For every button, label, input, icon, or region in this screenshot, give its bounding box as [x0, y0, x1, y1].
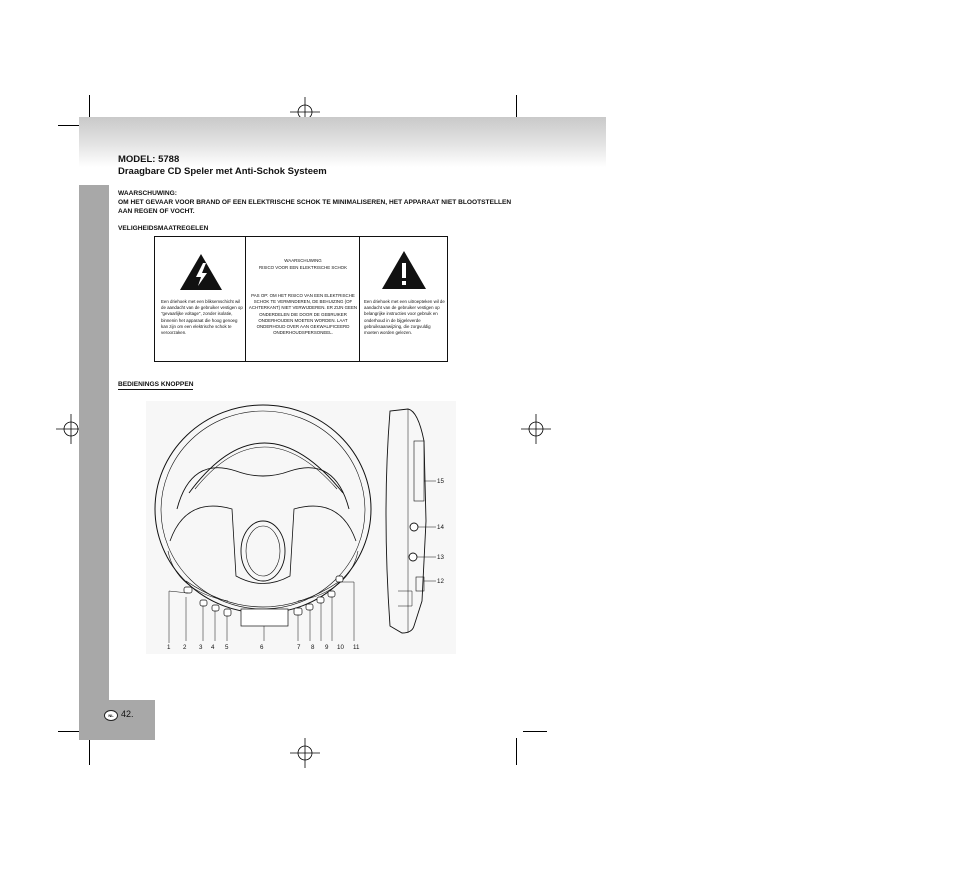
- product-subtitle: Draagbare CD Speler met Anti-Schok Systeem: [118, 166, 327, 177]
- lcd-display: [241, 609, 288, 626]
- callout-label: 4: [211, 644, 215, 651]
- button-open: [336, 576, 343, 582]
- crop-mark: [89, 738, 90, 765]
- crop-mark: [523, 731, 547, 732]
- button-esp: [328, 591, 335, 597]
- crop-mark: [58, 731, 80, 732]
- button-program: [294, 608, 302, 615]
- safety-heading: VELIGHEIDSMAATREGELEN: [118, 225, 209, 232]
- callout-label: 10: [337, 644, 344, 651]
- safety-cell-lightning: [155, 237, 246, 361]
- button-prev: [212, 605, 219, 611]
- callout-label: 13: [437, 554, 444, 561]
- footer-block: [79, 700, 155, 740]
- model-title: MODEL: 5788: [118, 154, 180, 165]
- side-strip: [79, 185, 109, 740]
- caution-body: PAS OP: OM HET RISICO VAN EEN ELEKTRISCHE SCHOK TE VERMINDEREN, DE BEHUIZING (OF ACHTERKANT) NIET VERWIJDEREN. ER ZIJN GEEN ONDERDELEN DIE DOOR DE GEBRUIKER ONDERHOUDEN MOETEN WORDEN. LAAT ONDERHOUD OVER AAN GEKWALIFICEERD ONDERHOUDSPERSONEEL.: [248, 293, 358, 336]
- callout-label: 3: [199, 644, 203, 651]
- callout-label: 15: [437, 478, 444, 485]
- safety-cell-caution: [246, 237, 360, 361]
- lightning-triangle-icon: [179, 253, 223, 291]
- callout-label: 8: [311, 644, 315, 651]
- caution-subtitle: RISICO VOOR EEN ELEKTRISCHE SCHOK: [258, 265, 348, 270]
- crop-mark: [516, 738, 517, 765]
- callout-label: 14: [437, 524, 444, 531]
- cd-player-diagram: [146, 401, 456, 654]
- language-badge: NL: [104, 710, 118, 721]
- button-play-pause: [306, 604, 313, 610]
- button-mode: [200, 600, 207, 606]
- safety-cell-exclamation: [360, 237, 447, 361]
- registration-mark-icon: [290, 738, 320, 768]
- controls-heading: BEDIENINGS KNOPPEN: [118, 381, 194, 388]
- warning-heading: WAARSCHUWING:: [118, 190, 177, 197]
- safety-table: [154, 236, 448, 362]
- callout-label: 12: [437, 578, 444, 585]
- callout-label: 6: [260, 644, 264, 651]
- button-next: [224, 609, 231, 616]
- crop-mark: [58, 125, 80, 126]
- registration-mark-icon: [521, 414, 551, 444]
- lightning-description: Een driehoek met een bliksemschicht wil de aandacht van de gebruiker vestigen op "gevaarlijke voltage", zonder isolatie, binnenin het apparaat die hoog genoeg kan zijn om een elektrische schok te veroorzaken.: [161, 299, 243, 336]
- exclamation-triangle-icon: [381, 250, 427, 290]
- button-stop: [317, 597, 324, 603]
- button-power: [184, 587, 192, 593]
- warning-text: OM HET GEVAAR VOOR BRAND OF EEN ELEKTRISCHE SCHOK TE MINIMALISEREN, HET APPARAAT NIET BLOOTSTELLEN AAN REGEN OF VOCHT.: [118, 199, 512, 215]
- callout-label: 11: [353, 644, 360, 651]
- callout-label: 1: [167, 644, 171, 651]
- callout-label: 2: [183, 644, 187, 651]
- exclamation-description: Een driehoek met een uitroepteken wil de aandacht van de gebruiker vestigen op belangrijke instructies voor gebruik en onderhoud in de bijgeleverde gebruiksaanwijzing, die zorgvuldig moeten worden gelezen.: [364, 299, 445, 336]
- caution-title: WAARSCHUWING: [284, 258, 322, 263]
- callout-label: 7: [297, 644, 301, 651]
- page-number: 42.: [121, 709, 134, 719]
- callout-label: 9: [325, 644, 329, 651]
- callout-label: 5: [225, 644, 229, 651]
